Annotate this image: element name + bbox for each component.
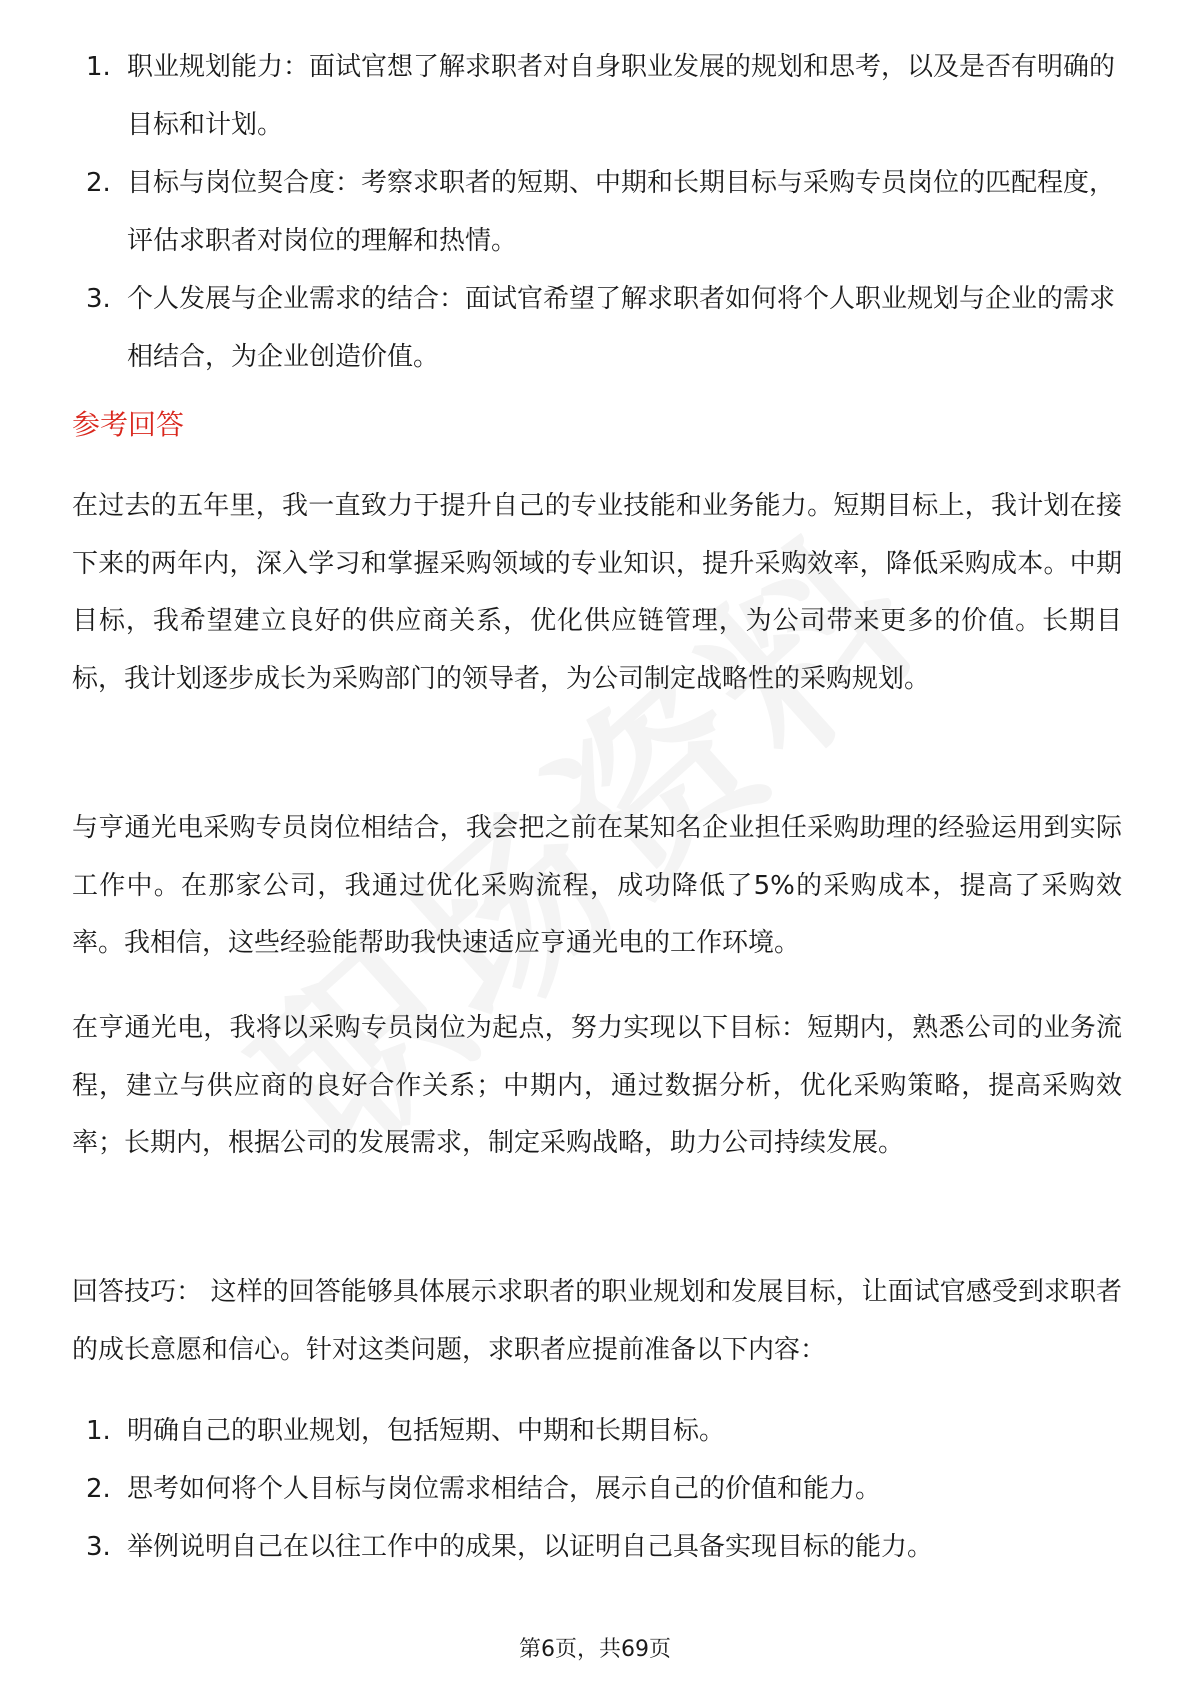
section-title: 参考回答 (72, 408, 185, 441)
list-item-text: 举例说明自己在以往工作中的成果，以证明自己具备实现目标的能力。 (127, 1532, 934, 1562)
answer-paragraph: 与亨通光电采购专员岗位相结合，我会把之前在某知名企业担任采购助理的经验运用到实际工作中。在那家公司，我通过优化采购流程，成功降低了5%的采购成本，提高了采购效率。我相信，这些经验能帮助我快速适应亨通光电的工作环境。 (72, 813, 1122, 958)
top-numbered-list (72, 38, 1122, 386)
list-number: 2. (86, 168, 111, 198)
list-item-text: 职业规划能力：面试官想了解求职者对自身职业发展的规划和思考，以及是否有明确的目标和计划。 (127, 52, 1116, 140)
answer-paragraph: 在亨通光电，我将以采购专员岗位为起点，努力实现以下目标：短期内，熟悉公司的业务流程，建立与供应商的良好合作关系；中期内，通过数据分析，优化采购策略，提高采购效率；长期内，根据公司的发展需求，制定采购战略，助力公司持续发展。 (72, 1013, 1122, 1158)
list-item-text: 个人发展与企业需求的结合：面试官希望了解求职者如何将个人职业规划与企业的需求相结合，为企业创造价值。 (127, 284, 1116, 372)
list-item-text: 明确自己的职业规划，包括短期、中期和长期目标。 (127, 1416, 726, 1446)
list-number: 3. (86, 1532, 111, 1562)
tips-paragraph: 回答技巧： 这样的回答能够具体展示求职者的职业规划和发展目标，让面试官感受到求职者的成长意愿和信心。针对这类问题，求职者应提前准备以下内容： (72, 1277, 1122, 1365)
list-item-text: 目标与岗位契合度：考察求职者的短期、中期和长期目标与采购专员岗位的匹配程度，评估求职者对岗位的理解和热情。 (127, 168, 1116, 256)
list-item (72, 1518, 1122, 1576)
list-item (72, 38, 1122, 154)
list-number: 1. (86, 1416, 111, 1446)
bottom-numbered-list (72, 1402, 1122, 1576)
list-item (72, 270, 1122, 386)
page-footer: 第6页，共69页 (519, 1637, 671, 1662)
list-item (72, 1402, 1122, 1460)
answer-paragraph: 在过去的五年里，我一直致力于提升自己的专业技能和业务能力。短期目标上，我计划在接下来的两年内，深入学习和掌握采购领域的专业知识，提升采购效率，降低采购成本。中期目标，我希望建立良好的供应商关系，优化供应链管理，为公司带来更多的价值。长期目标，我计划逐步成长为采购部门的领导者，为公司制定战略性的采购规划。 (72, 491, 1122, 694)
list-item-text: 思考如何将个人目标与岗位需求相结合，展示自己的价值和能力。 (127, 1474, 882, 1504)
list-item (72, 154, 1122, 270)
list-item (72, 1460, 1122, 1518)
list-number: 3. (86, 284, 111, 314)
list-number: 1. (86, 52, 111, 82)
list-number: 2. (86, 1474, 111, 1504)
